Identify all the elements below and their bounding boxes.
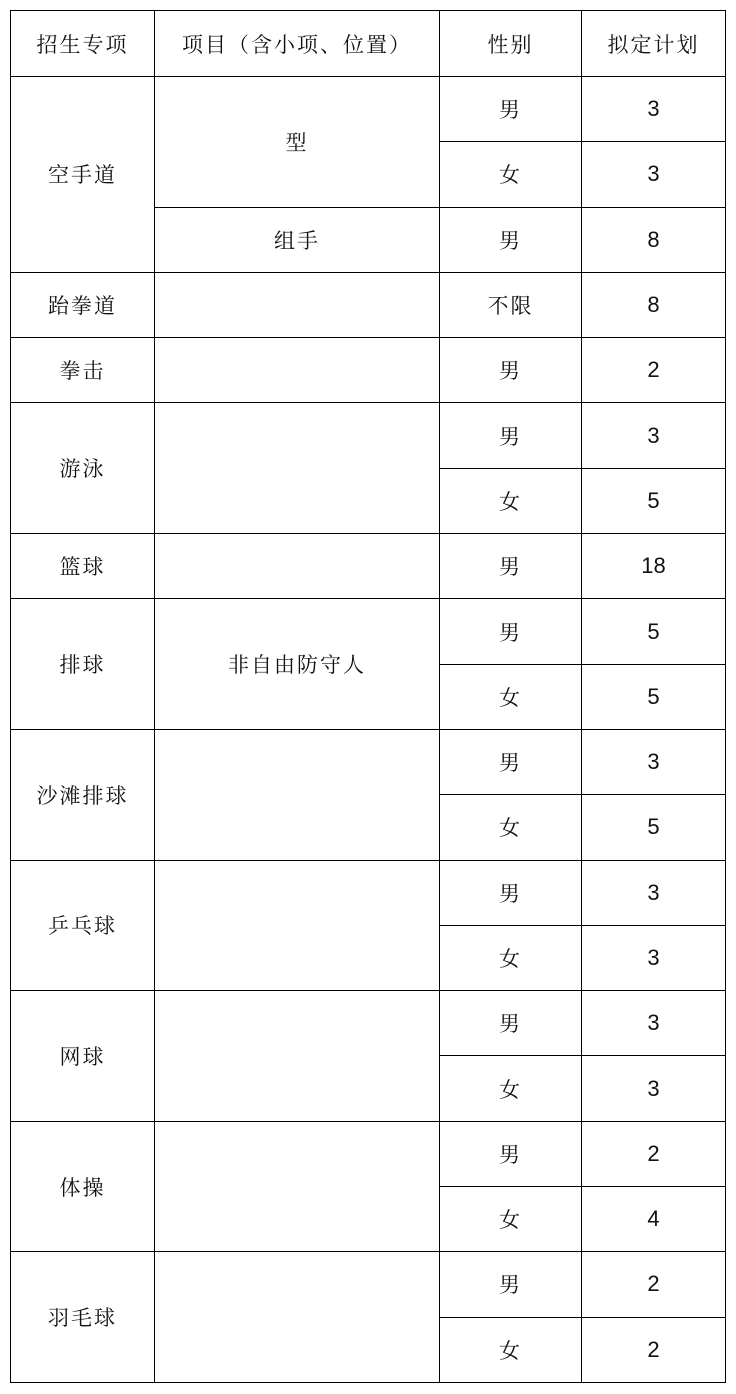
plan-cell: 8 bbox=[582, 207, 726, 272]
table-row bbox=[11, 860, 726, 925]
specialty-cell: 空手道 bbox=[11, 77, 155, 273]
gender-cell: 男 bbox=[440, 403, 582, 468]
event-cell: 组手 bbox=[155, 207, 440, 272]
specialty-cell: 拳击 bbox=[11, 338, 155, 403]
header-plan: 拟定计划 bbox=[582, 11, 726, 77]
gender-cell: 女 bbox=[440, 664, 582, 729]
plan-cell: 18 bbox=[582, 534, 726, 599]
specialty-cell: 篮球 bbox=[11, 534, 155, 599]
header-event: 项目（含小项、位置） bbox=[155, 11, 440, 77]
header-gender: 性别 bbox=[440, 11, 582, 77]
header-specialty: 招生专项 bbox=[11, 11, 155, 77]
gender-cell: 男 bbox=[440, 991, 582, 1056]
gender-cell: 女 bbox=[440, 142, 582, 207]
specialty-cell: 羽毛球 bbox=[11, 1252, 155, 1383]
event-cell bbox=[155, 338, 440, 403]
plan-cell: 2 bbox=[582, 1252, 726, 1317]
gender-cell: 男 bbox=[440, 1121, 582, 1186]
plan-cell: 3 bbox=[582, 403, 726, 468]
plan-cell: 2 bbox=[582, 1317, 726, 1382]
gender-cell: 男 bbox=[440, 338, 582, 403]
specialty-cell: 跆拳道 bbox=[11, 272, 155, 337]
event-cell bbox=[155, 1252, 440, 1383]
gender-cell: 男 bbox=[440, 860, 582, 925]
plan-cell: 4 bbox=[582, 1187, 726, 1252]
gender-cell: 不限 bbox=[440, 272, 582, 337]
specialty-cell: 乒乓球 bbox=[11, 860, 155, 991]
gender-cell: 女 bbox=[440, 1056, 582, 1121]
table-row bbox=[11, 1121, 726, 1186]
gender-cell: 女 bbox=[440, 795, 582, 860]
enrollment-plan-table bbox=[10, 10, 726, 1383]
gender-cell: 男 bbox=[440, 1252, 582, 1317]
event-cell bbox=[155, 991, 440, 1122]
plan-cell: 3 bbox=[582, 925, 726, 990]
event-cell bbox=[155, 860, 440, 991]
gender-cell: 女 bbox=[440, 925, 582, 990]
specialty-cell: 游泳 bbox=[11, 403, 155, 534]
gender-cell: 男 bbox=[440, 599, 582, 664]
table-row bbox=[11, 1252, 726, 1317]
plan-cell: 5 bbox=[582, 468, 726, 533]
gender-cell: 男 bbox=[440, 77, 582, 142]
plan-cell: 3 bbox=[582, 1056, 726, 1121]
gender-cell: 女 bbox=[440, 1317, 582, 1382]
gender-cell: 女 bbox=[440, 1187, 582, 1252]
event-cell bbox=[155, 1121, 440, 1252]
plan-cell: 3 bbox=[582, 729, 726, 794]
event-cell bbox=[155, 272, 440, 337]
plan-cell: 3 bbox=[582, 77, 726, 142]
plan-cell: 5 bbox=[582, 795, 726, 860]
plan-cell: 3 bbox=[582, 991, 726, 1056]
plan-cell: 2 bbox=[582, 338, 726, 403]
gender-cell: 女 bbox=[440, 468, 582, 533]
table-row bbox=[11, 599, 726, 664]
table-row bbox=[11, 338, 726, 403]
event-cell bbox=[155, 534, 440, 599]
specialty-cell: 网球 bbox=[11, 991, 155, 1122]
table-row bbox=[11, 991, 726, 1056]
table-row bbox=[11, 403, 726, 468]
gender-cell: 男 bbox=[440, 729, 582, 794]
plan-cell: 8 bbox=[582, 272, 726, 337]
gender-cell: 男 bbox=[440, 534, 582, 599]
event-cell bbox=[155, 729, 440, 860]
gender-cell: 男 bbox=[440, 207, 582, 272]
table-row bbox=[11, 729, 726, 794]
plan-cell: 2 bbox=[582, 1121, 726, 1186]
plan-cell: 3 bbox=[582, 142, 726, 207]
table-row bbox=[11, 534, 726, 599]
plan-cell: 5 bbox=[582, 599, 726, 664]
specialty-cell: 体操 bbox=[11, 1121, 155, 1252]
specialty-cell: 沙滩排球 bbox=[11, 729, 155, 860]
table-header-row bbox=[11, 11, 726, 77]
event-cell bbox=[155, 403, 440, 534]
event-cell: 非自由防守人 bbox=[155, 599, 440, 730]
event-cell: 型 bbox=[155, 77, 440, 208]
plan-cell: 3 bbox=[582, 860, 726, 925]
specialty-cell: 排球 bbox=[11, 599, 155, 730]
table-row bbox=[11, 272, 726, 337]
table-row bbox=[11, 77, 726, 142]
plan-cell: 5 bbox=[582, 664, 726, 729]
